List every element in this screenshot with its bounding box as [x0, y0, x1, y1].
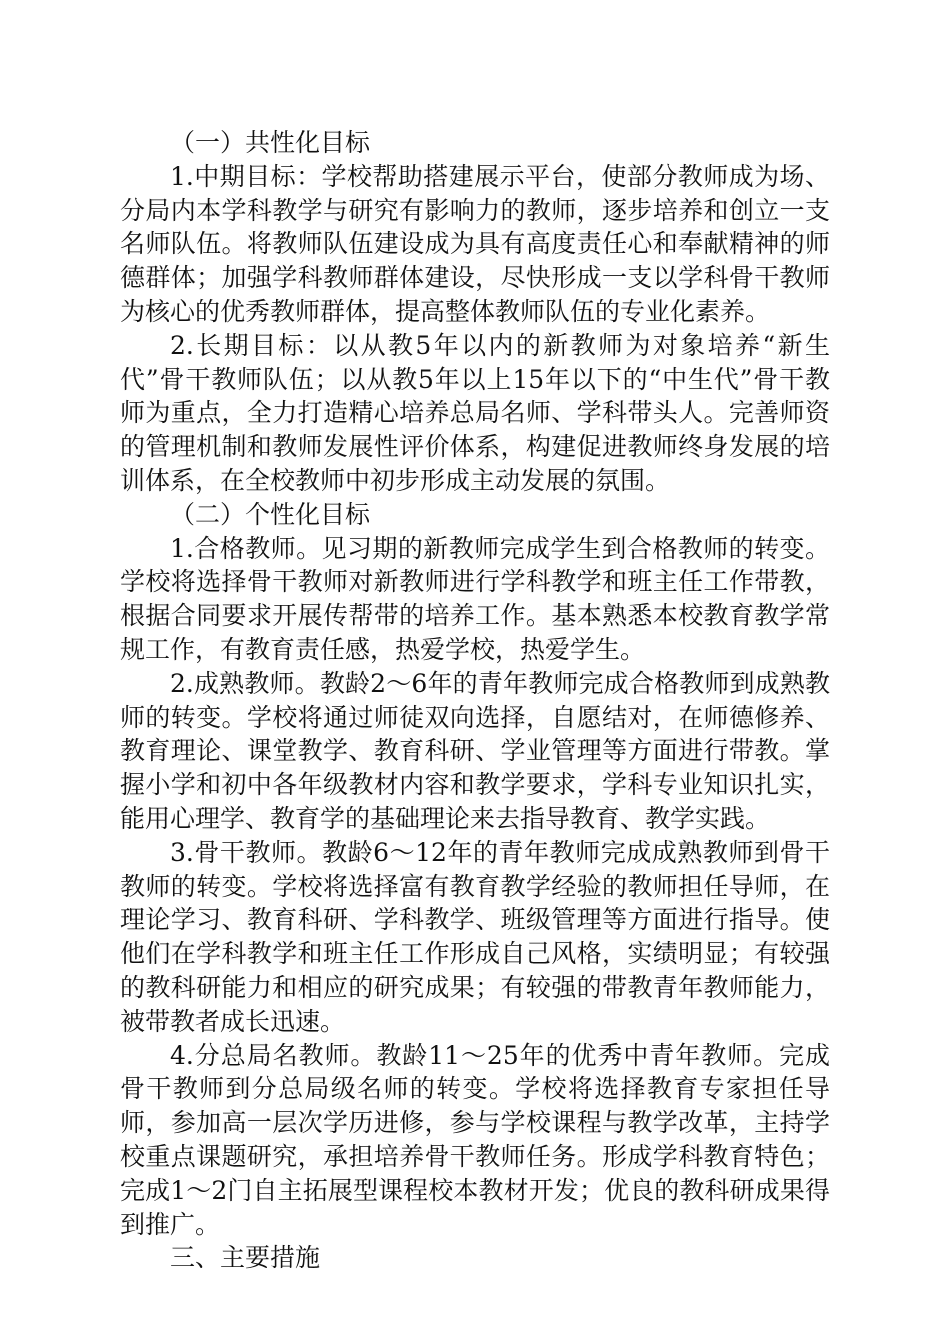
document-body [120, 126, 830, 1275]
paragraph-famous-teacher: 4.分总局名教师。教龄11～25年的优秀中青年教师。完成骨干教师到分总局级名师的转变。学校将选择教育专家担任导师，参加高一层次学历进修，参与学校课程与教学改革，主持学校重点课题研究，承担培养骨干教师任务。形成学科教育特色；完成1～2门自主拓展型课程校本教材开发；优良的教科研成果得到推广。 [120, 1040, 830, 1239]
paragraph-mature-teacher: 2.成熟教师。教龄2～6年的青年教师完成合格教师到成熟教师的转变。学校将通过师徒双向选择，自愿结对，在师德修养、教育理论、课堂教学、教育科研、学业管理等方面进行带教。掌握小学和初中各年级教材内容和教学要求，学科专业知识扎实，能用心理学、教育学的基础理论来去指导教育、教学实践。 [120, 668, 830, 833]
section-heading-main-measures: 三、主要措施 [170, 1243, 321, 1273]
paragraph-long-term-goal: 2.长期目标：以从教5年以内的新教师为对象培养“新生代”骨干教师队伍；以从教5年以上15年以下的“中生代”骨干教师为重点，全力打造精心培养总局名师、学科带头人。完善师资的管理机制和教师发展性评价体系，构建促进教师终身发展的培训体系，在全校教师中初步形成主动发展的氛围。 [120, 330, 830, 495]
section-heading-individual-goals: （二）个性化目标 [170, 499, 371, 529]
paragraph-qualified-teacher: 1.合格教师。见习期的新教师完成学生到合格教师的转变。学校将选择骨干教师对新教师进行学科教学和班主任工作带教，根据合同要求开展传帮带的培养工作。基本熟悉本校教育教学常规工作，有教育责任感，热爱学校，热爱学生。 [120, 533, 830, 664]
paragraph-mid-term-goal: 1.中期目标：学校帮助搭建展示平台，使部分教师成为场、分局内本学科教学与研究有影响力的教师，逐步培养和创立一支名师队伍。将教师队伍建设成为具有高度责任心和奉献精神的师德群体；加强学科教师群体建设，尽快形成一支以学科骨干教师为核心的优秀教师群体，提高整体教师队伍的专业化素养。 [120, 161, 830, 326]
section-heading-common-goals: （一）共性化目标 [170, 128, 371, 157]
paragraph-key-teacher: 3.骨干教师。教龄6～12年的青年教师完成成熟教师到骨干教师的转变。学校将选择富有教育教学经验的教师担任导师，在理论学习、教育科研、学科教学、班级管理等方面进行指导。使他们在学科教学和班主任工作形成自己风格，实绩明显；有较强的教科研能力和相应的研究成果；有较强的带教青年教师能力，被带教者成长迅速。 [120, 837, 830, 1036]
